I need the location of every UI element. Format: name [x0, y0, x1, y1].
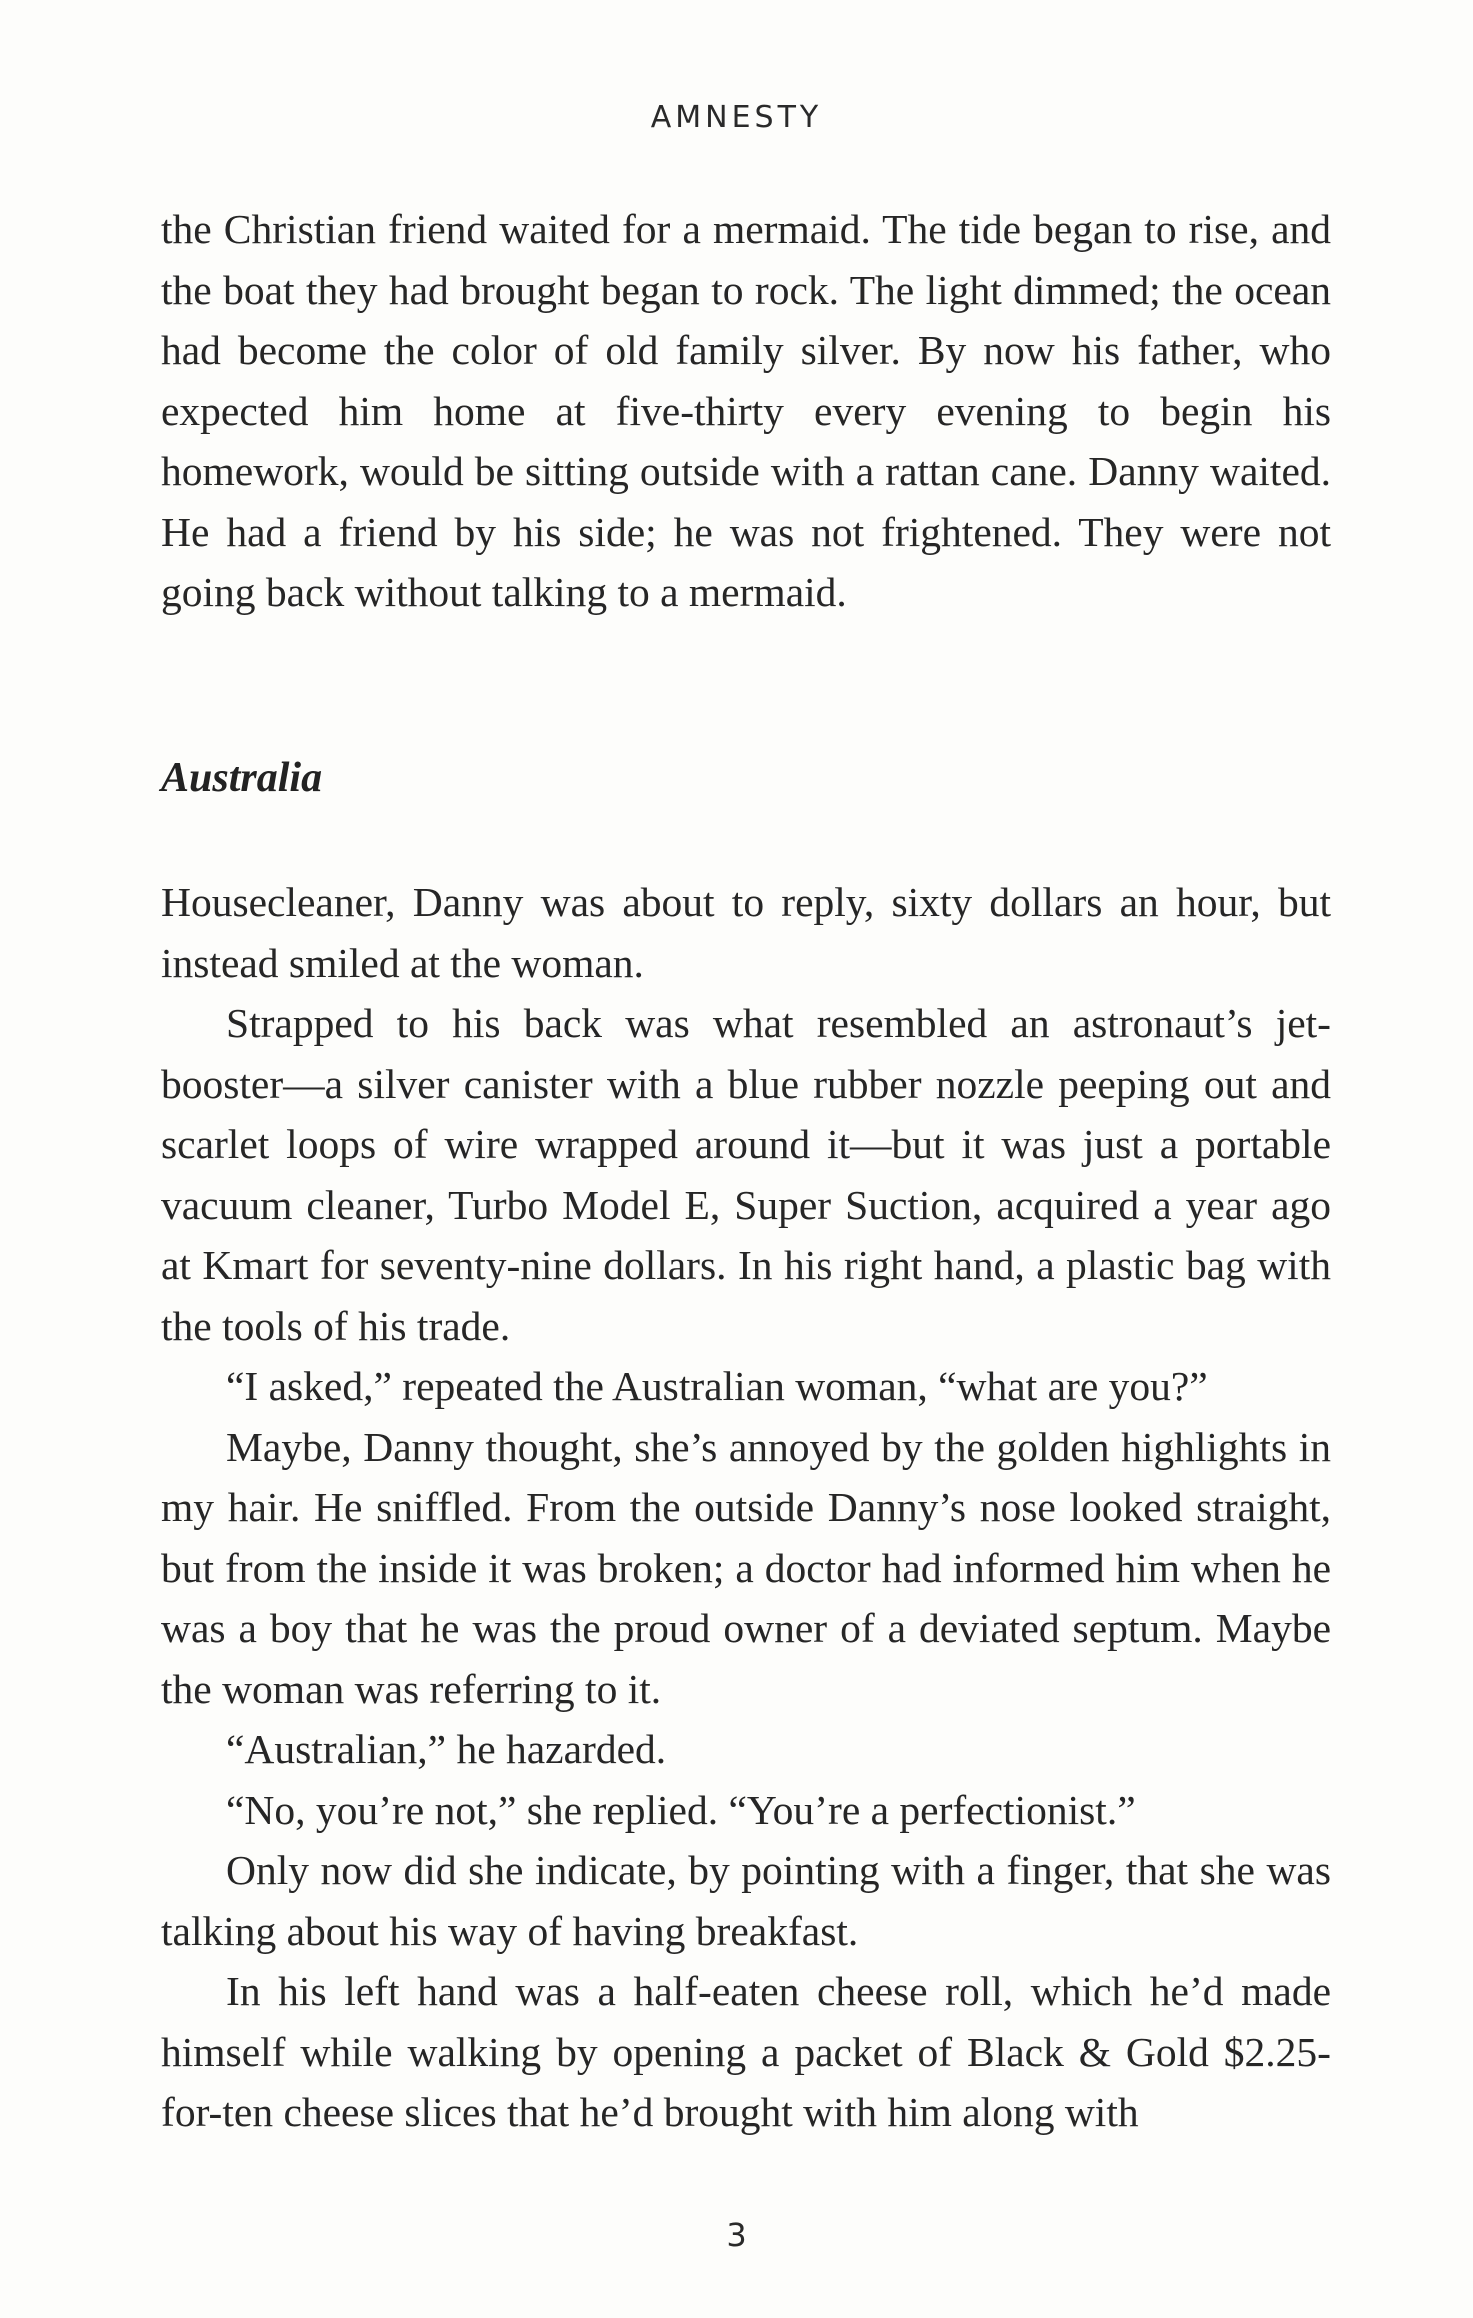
running-header: AMNESTY [650, 100, 823, 135]
dialogue-paragraph: “I asked,” repeated the Australian woman, “what are you?” [226, 1363, 1208, 1409]
dialogue-paragraph: “No, you’re not,” she replied. “You’re a perfectionist.” [226, 1786, 1136, 1833]
paragraph: Only now did she indicate, by pointing with a finger, that she was talking about his way of having breakfast. [161, 1847, 1331, 1954]
section-heading: Australia [161, 755, 323, 801]
paragraph: Maybe, Danny thought, she’s annoyed by the golden highlights in my hair. He sniffled. From the outside Danny’s nose looked straight, but from the inside it was broken; a doctor had informed him when he was a boy that he was the proud owner of a deviated septum. Maybe the woman was referring to it. [161, 1423, 1331, 1712]
paragraph: Strapped to his back was what resembled an astronaut’s jet-booster—a silver canister with a blue rubber nozzle peeping out and scarlet loops of wire wrapped around it—but it was just a portable vacuum cleaner, Turbo Model E, Super Suction, acquired a year ago at Kmart for seventy-nine dollars. In his right hand, a plastic bag with the tools of his trade. [161, 1000, 1331, 1349]
page-number: 3 [726, 2216, 747, 2254]
paragraph: Housecleaner, Danny was about to reply, sixty dollars an hour, but instead smiled at the woman. [161, 879, 1331, 986]
paragraph: the Christian friend waited for a mermaid. The tide began to rise, and the boat they had brought began to rock. The light dimmed; the ocean had become the color of old family silver. By now his father, who expected him home at five-thirty every evening to begin his homework, would be sitting outside with a rattan cane. Danny waited. He had a friend by his side; he was not frightened. They were not going back without talking to a mermaid. [161, 206, 1331, 615]
section-body [161, 872, 1331, 2143]
continued-text-block [161, 199, 1331, 623]
dialogue-paragraph: “Australian,” he hazarded. [226, 1726, 667, 1772]
paragraph: In his left hand was a half-eaten cheese roll, which he’d made himself while walking by opening a packet of Black & Gold $2.25-for-ten cheese slices that he’d brought with him along with [161, 1968, 1331, 2135]
